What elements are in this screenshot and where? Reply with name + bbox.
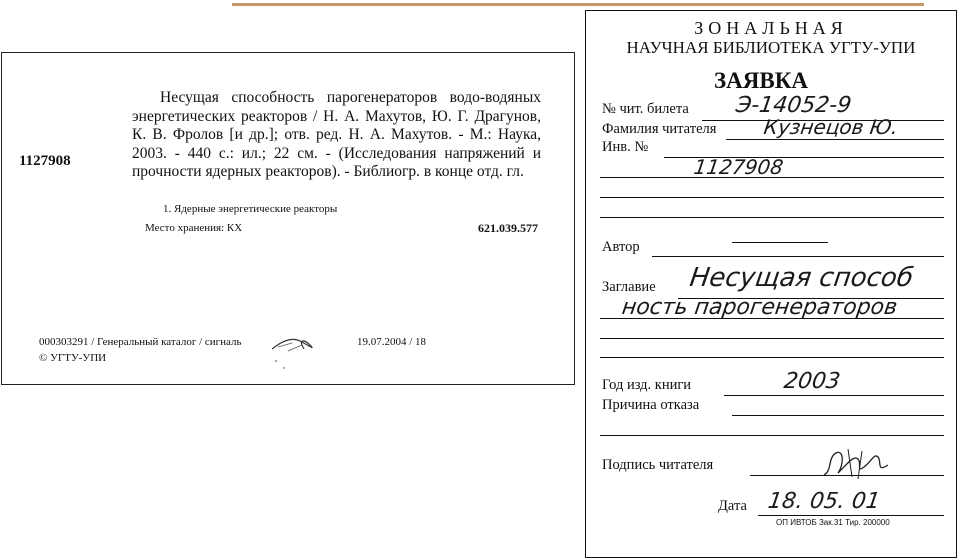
author-dash-handwritten xyxy=(732,242,828,243)
refusal-reason-rule xyxy=(732,415,944,416)
card-bibliographic-description: Несущая способность парогенераторов водо-водяных энергетических реакторов / Н. А. Махутов, Ю. Г. Драгунов, К. В. Фролов [и др.]; отв. ред. Н. А. Махутов. - М.: Наука, 2003. - 440 с.: ил.; 22 см. - (Исследования напряжений и прочности ядерных реакторов). - Библиогр. в конце отд. гл. xyxy=(132,89,541,180)
catalog-card xyxy=(1,52,575,385)
ink-scribble-icon xyxy=(270,331,340,371)
refusal-reason-label: Причина отказа xyxy=(602,397,700,413)
reader-surname-rule xyxy=(726,139,944,140)
request-slip xyxy=(585,10,957,558)
slip-print-footer: ОП ИВТОБ Зак.31 Тир. 200000 xyxy=(776,518,890,527)
year-handwritten: 2003 xyxy=(782,369,842,394)
date-label: Дата xyxy=(718,498,747,514)
book-title-handwritten-line2: ность парогенераторов xyxy=(620,295,899,320)
year-label: Год изд. книги xyxy=(602,377,692,393)
blank-rule xyxy=(600,435,944,436)
slip-header-line1: ЗОНАЛЬНАЯ xyxy=(694,18,848,38)
book-title-label: Заглавие xyxy=(602,279,656,295)
blank-rule xyxy=(600,338,944,339)
inventory-label: Инв. № xyxy=(602,139,649,155)
year-rule xyxy=(724,395,944,396)
reader-ticket-label: № чит. билета xyxy=(602,101,689,117)
date-rule xyxy=(758,515,944,516)
author-rule xyxy=(652,256,944,257)
card-udc-code: 621.039.577 xyxy=(478,221,538,235)
top-decorative-line xyxy=(232,3,924,6)
slip-header-line2: НАУЧНАЯ БИБЛИОТЕКА УГТУ-УПИ xyxy=(626,38,916,57)
reader-signature xyxy=(818,443,898,483)
card-date-line: 19.07.2004 / 18 xyxy=(357,336,427,348)
card-catalog-line: 000303291 / Генеральный каталог / сигналь xyxy=(39,336,242,348)
card-inventory-number: 1127908 xyxy=(19,153,71,169)
date-handwritten: 18. 05. 01 xyxy=(766,489,882,514)
inventory-handwritten: 1127908 xyxy=(692,155,785,179)
book-title-handwritten-line1: Несущая способ xyxy=(687,263,916,293)
reader-surname-handwritten: Кузнецов Ю. xyxy=(762,115,900,139)
card-copyright: © УГТУ-УПИ xyxy=(39,352,107,364)
author-label: Автор xyxy=(602,239,640,255)
card-storage-location: Место хранения: КХ xyxy=(145,222,243,234)
card-subject-heading: 1. Ядерные энергетические реакторы xyxy=(163,203,338,215)
blank-rule xyxy=(600,217,944,218)
signature-label: Подпись читателя xyxy=(602,457,714,473)
reader-ticket-handwritten: Э-14052-9 xyxy=(734,93,853,118)
slip-title: ЗАЯВКА xyxy=(714,68,808,93)
blank-rule xyxy=(600,197,944,198)
blank-rule xyxy=(600,357,944,358)
reader-surname-label: Фамилия читателя xyxy=(602,121,717,137)
